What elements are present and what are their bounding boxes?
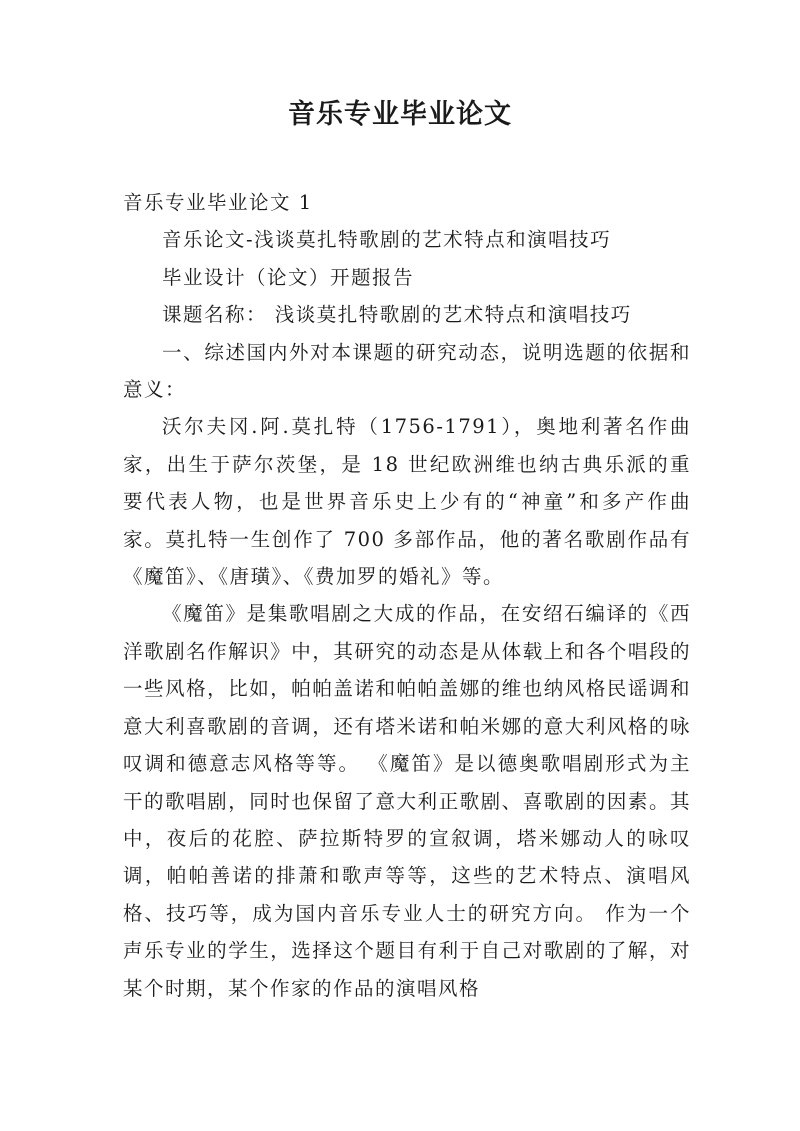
topic-name-line: 课题名称： 浅谈莫扎特歌剧的艺术特点和演唱技巧 xyxy=(162,303,632,327)
review-heading-paragraph: 一、综述国内外对本课题的研究动态，说明选题的依据和意义： xyxy=(123,340,691,402)
paper-title-line: 音乐论文-浅谈莫扎特歌剧的艺术特点和演唱技巧 xyxy=(162,228,612,252)
section-heading: 音乐专业毕业论文 1 xyxy=(123,191,313,214)
document-title: 音乐专业毕业论文 xyxy=(288,99,512,130)
mozart-intro-paragraph: 沃尔夫冈.阿.莫扎特（1756-1791），奥地利著名作曲家，出生于萨尔茨堡，是 18 世纪欧洲维也纳古典乐派的重要代表人物，也是世界音乐史上少有的“神童”和多产作曲家。莫扎特一生创作了 700 多部作品，他的著名歌剧作品有《魔笛》、《唐璜》、《费加罗的婚礼》等。 xyxy=(123,415,691,589)
magic-flute-paragraph: 《魔笛》是集歌唱剧之大成的作品，在安绍石编译的《西洋歌剧名作解识》中，其研究的动态是从体载上和各个唱段的一些风格，比如，帕帕盖诺和帕帕盖娜的维也纳风格民谣调和意大利喜歌剧的音调，还有塔米诺和帕米娜的意大利风格的咏叹调和德意志风格等等。 《魔笛》是以德奥歌唱剧形式为主干的歌唱剧，同时也保留了意大利正歌剧、喜歌剧的因素。其中，夜后的花腔、萨拉斯特罗的宣叙调，塔米娜动人的咏叹调，帕帕善诺的排萧和歌声等等，这些的艺术特点、演唱风格、技巧等，成为国内音乐专业人士的研究方向。 作为一个声乐专业的学生，选择这个题目有利于自己对歌剧的了解，对某个时期，某个作家的作品的演唱风格 xyxy=(123,602,691,1000)
report-type-line: 毕业设计（论文）开题报告 xyxy=(162,265,415,289)
document-body xyxy=(123,184,691,1007)
